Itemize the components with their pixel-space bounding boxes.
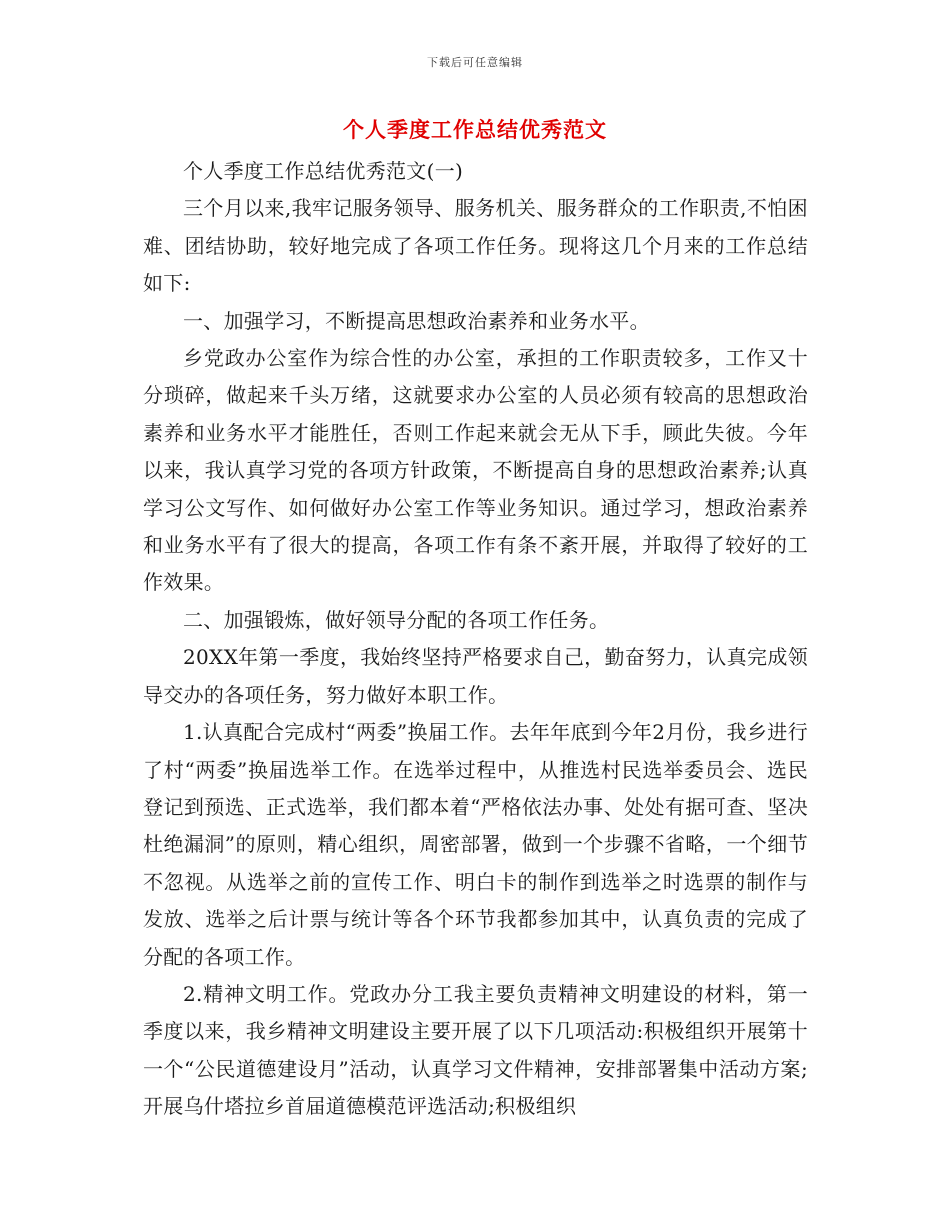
paragraph-item-2: 2.精神文明工作。党政办分工我主要负责精神文明建设的材料，第一季度以来，我乡精神文明建设主要开展了以下几项活动:积极组织开展第十一个“公民道德建设月”活动，认真学习文件精神，安排部署集中活动方案;开展乌什塔拉乡首届道德模范评选活动;积极组织 bbox=[143, 981, 808, 1119]
paragraph-subtitle: 个人季度工作总结优秀范文(一) bbox=[183, 159, 464, 183]
paragraph-intro: 三个月以来,我牢记服务领导、服务机关、服务群众的工作职责,不怕困难、团结协助，较好地完成了各项工作任务。现将这几个月来的工作总结如下: bbox=[143, 196, 808, 296]
document-body bbox=[143, 153, 808, 1126]
section-heading-2: 二、加强锻炼，做好领导分配的各项工作任务。 bbox=[183, 607, 610, 632]
paragraph-study: 乡党政办公室作为综合性的办公室，承担的工作职责较多，工作又十分琐碎，做起来千头万绪，这就要求办公室的人员必须有较高的思想政治素养和业务水平才能胜任，否则工作起来就会无从下手，顾此失彼。今年以来，我认真学习党的各项方针政策，不断提高自身的思想政治素养;认真学习公文写作、如何做好办公室工作等业务知识。通过学习，想政治素养和业务水平有了很大的提高，各项工作有条不紊开展，并取得了较好的工作效果。 bbox=[143, 346, 808, 595]
document-title: 个人季度工作总结优秀范文 bbox=[343, 117, 607, 142]
paragraph-item-1: 1.认真配合完成村“两委”换届工作。去年年底到今年2月份，我乡进行了村“两委”换届选举工作。在选举过程中，从推选村民选举委员会、选民登记到预选、正式选举，我们都本着“严格依法办事、处处有据可查、坚决杜绝漏洞”的原则，精心组织，周密部署，做到一个步骤不省略，一个细节不忽视。从选举之前的宣传工作、明白卡的制作到选举之时选票的制作与发放、选举之后计票与统计等各个环节我都参加其中，认真负责的完成了分配的各项工作。 bbox=[143, 720, 808, 969]
paragraph-first-quarter: 20XX年第一季度，我始终坚持严格要求自己，勤奋努力，认真完成领导交办的各项任务，努力做好本职工作。 bbox=[143, 645, 808, 707]
section-heading-1: 一、加强学习，不断提高思想政治素养和业务水平。 bbox=[183, 308, 650, 333]
header-note: 下载后可任意编辑 bbox=[427, 56, 523, 69]
